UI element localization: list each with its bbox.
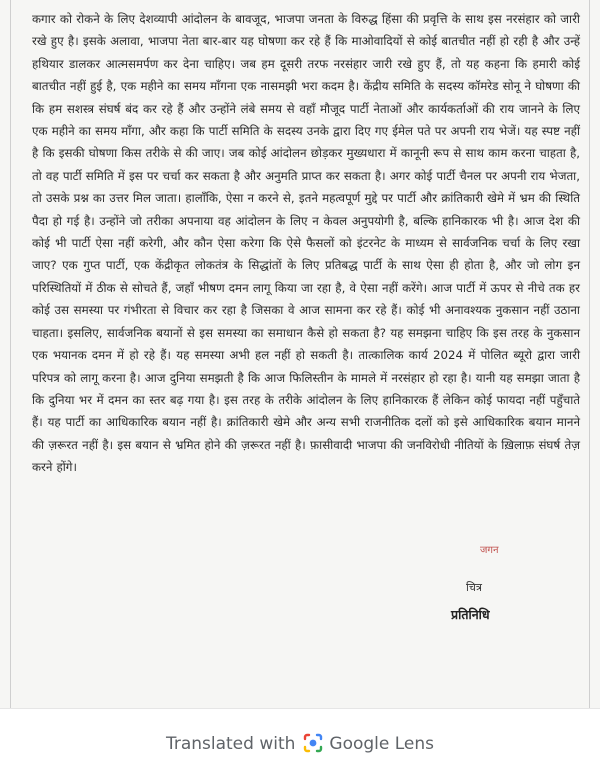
translation-footer	[0, 708, 600, 779]
footer-prefix: Translated with	[165, 734, 296, 754]
page-right-edge	[589, 0, 590, 708]
page-left-edge	[10, 0, 11, 708]
signature-role: प्रतिनिधि	[451, 607, 490, 622]
signature-organization: चित्र	[466, 581, 482, 594]
signature-name: जगन	[480, 545, 499, 556]
document-body-text: कगार को रोकने के लिए देशव्यापी आंदोलन के बावजूद, भाजपा जनता के विरुद्ध हिंसा की प्रवृत्ति के साथ इस नरसंहार को जारी रखे हुए है। इसके अलावा, भाजपा नेता बार-बार यह घोषणा कर रहे हैं कि माओवादियों से कोई बातचीत नहीं हो रही है और उन्हें हथियार डालकर आत्मसमर्पण कर देना चाहिए। जब हम दूसरी तरफ नरसंहार जारी रखे हुए हैं, तो यह कहना कि हमारी कोई बातचीत नहीं हुई है, एक महीने का समय माँगना एक नासमझी भरा कदम है। केंद्रीय समिति के सदस्य कॉमरेड सोनू ने घोषणा की कि हम सशस्त्र संघर्ष बंद कर रहे हैं और उन्होंने लंबे समय से वहाँ मौजूद पार्टी नेताओं और कार्यकर्ताओं की राय जानने के लिए एक महीने का समय माँगा, और कहा कि पार्टी समिति के सदस्य उनके द्वारा दिए गए ईमेल पते पर अपनी राय भेजें। यह स्पष्ट नहीं है कि इसकी घोषणा किस तरीके से की जाए। जब कोई आंदोलन छोड़कर मुख्यधारा में कानूनी रूप से साथ काम करना चाहता है, तो वह पार्टी समिति में इस पर चर्चा कर सकता है और अनुमति प्राप्त कर सकता है। अगर कोई पार्टी चैनल पर अपनी राय भेजता, तो उसके प्रश्न का उत्तर मिल जाता। हालाँकि, ऐसा न करने से, इतने महत्वपूर्ण मुद्दे पर पार्टी और क्रांतिकारी खेमे में भ्रम की स्थिति पैदा हो गई है। उन्होंने जो तरीका अपनाया वह आंदोलन के लिए न केवल अनुपयोगी है, बल्कि हानिकारक भी है। आज देश की कोई भी पार्टी ऐसा नहीं करेगी, और कौन ऐसा करेगा कि ऐसे फैसलों को इंटरनेट के माध्यम से सार्वजनिक चर्चा के लिए रखा जाए? एक गुप्त पार्टी, एक केंद्रीकृत लोकतंत्र के सिद्धांतों के लिए प्रतिबद्ध पार्टी के साथ ऐसा ही होता है, और जो लोग इन परिस्थितियों में ठीक से सोचते हैं, जहाँ भीषण दमन लागू किया जा रहा है, वे ऐसा नहीं करेंगे। आज पार्टी में ऊपर से नीचे तक हर कोई उस समस्या पर गंभीरता से विचार कर रहा है जिसका वे आज सामना कर रहे हैं। कोई भी अनावश्यक नुकसान नहीं उठाना चाहता। इसलिए, सार्वजनिक बयानों से इस समस्या का समाधान कैसे हो सकता है? यह समझना चाहिए कि इस तरह के नुकसान एक भयानक दमन में हो रहे हैं। यह समस्या अभी हल नहीं हो सकती है। तात्कालिक कार्य 2024 में पोलित ब्यूरो द्वारा जारी परिपत्र को लागू करना है। आज दुनिया समझती है कि आज फिलिस्तीन के मामले में नरसंहार हो रहा है। यानी यह समझा जाता है कि दुनिया भर में दमन का स्तर बढ़ गया है। इस तरह के तरीके आंदोलन के लिए हानिकारक हैं लेकिन कोई फायदा नहीं पहुँचाते हैं। यह पार्टी का आधिकारिक बयान नहीं है। क्रांतिकारी खेमे और अन्य सभी राजनीतिक दलों को इसे आधिकारिक बयान मानने की ज़रूरत नहीं है। इस बयान से भ्रमित होने की ज़रूरत नहीं है। फ़ासीवादी भाजपा की जनविरोधी नीतियों के ख़िलाफ़ संघर्ष तेज़ करने होंगे।	[32, 12, 580, 475]
footer-attribution	[0, 733, 600, 754]
google-lens-icon	[303, 733, 323, 753]
footer-brand: Google Lens	[329, 734, 435, 754]
